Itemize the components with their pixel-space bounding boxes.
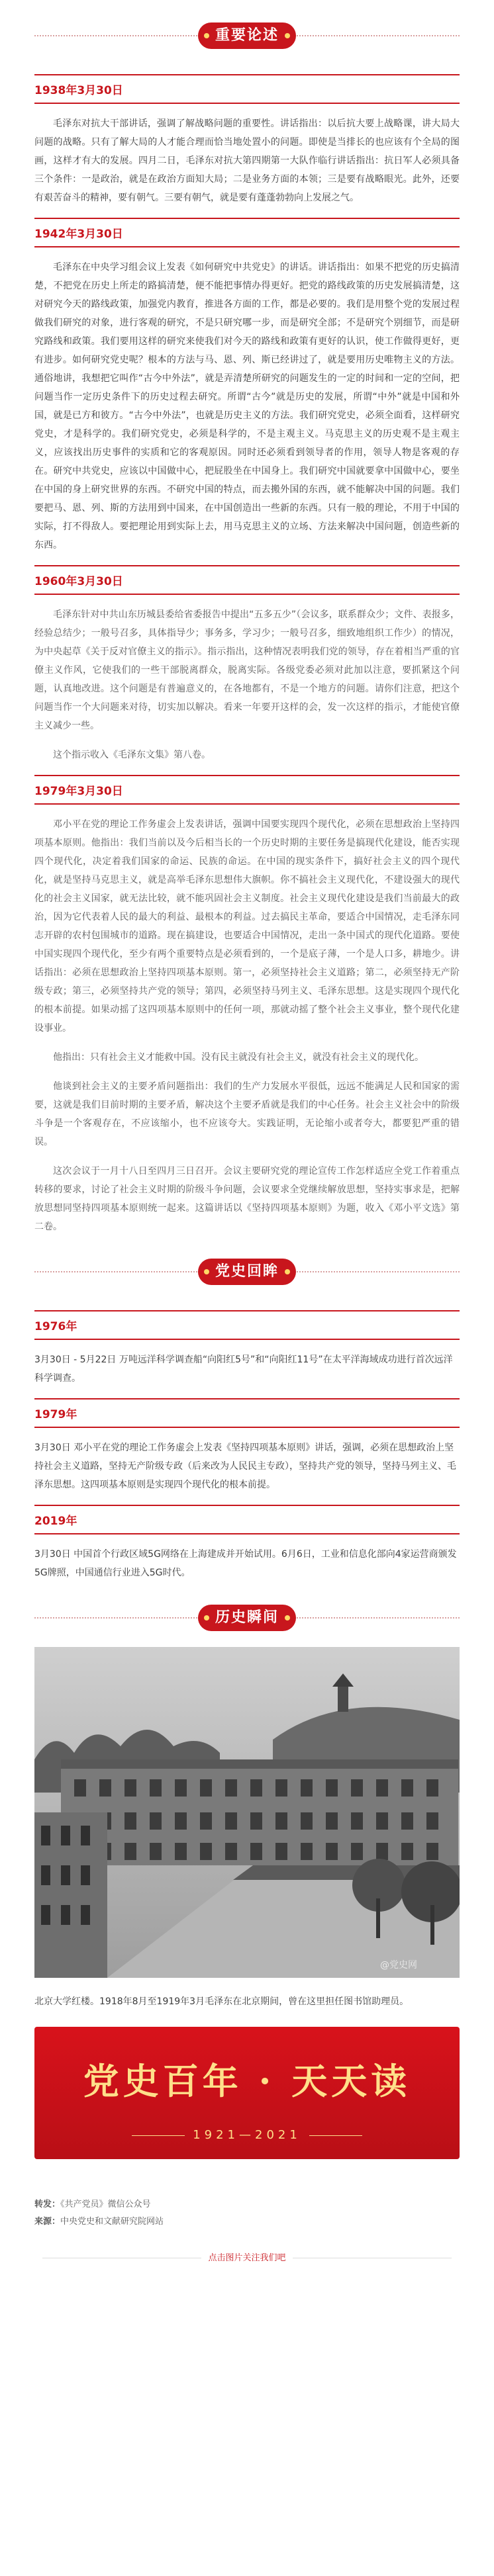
historic-photo: [34, 1647, 460, 1978]
review-year: 1979年: [34, 1398, 460, 1428]
section-title: 重要论述: [198, 22, 296, 49]
source-line: [34, 2213, 460, 2231]
review-text: 3月30日 中国首个行政区域5G网络在上海建成并开始试用。6月6日，工业和信息化部向4家运营商颁发5G牌照，中国通信行业进入5G时代。: [34, 1549, 457, 1578]
entry-1942: [34, 218, 460, 555]
source-value: 中央党史和文献研究院网站: [60, 2217, 164, 2227]
photo-caption: 北京大学红楼。1918年8月至1919年3月毛泽东在北京期间，曾在这里担任图书馆助理员。: [34, 1996, 409, 2007]
review-item: [34, 1398, 460, 1494]
entry-date: 1979年3月30日: [34, 775, 460, 805]
entry-date: 1942年3月30日: [34, 218, 460, 247]
entry-paragraph: 这个指示收入《毛泽东文集》第八卷。: [53, 750, 211, 760]
review-text: 3月30日 邓小平在党的理论工作务虚会上发表《坚持四项基本原则》讲话，强调，必须在思想政治上坚持社会主义道路，坚持无产阶级专政（后来改为人民民主专政），坚持共产党的领导，坚持马列主义、毛泽东思想。这四项基本原则是实现四个现代化的根本前提。: [34, 1443, 456, 1490]
entry-paragraph: 邓小平在党的理论工作务虚会上发表讲话，强调中国要实现四个现代化，必须在思想政治上坚持四项基本原则。他指出：我们当前以及今后相当长的一个历史时期的主要任务是搞现代化建设，能否实现四个现代化，决定着我们国家的命运、民族的命运。在中国的现实条件下，搞好社会主义的四个现代化，就是坚持马克思主义，就是高举毛泽东思想伟大旗帜。你不搞社会主义现代化，不建设强大的现代化的社会主义国家，就无法比较，就不能巩固社会主义制度。社会主义现代化建设是我们当前最大的政治，因为它代表着人民的最大的利益、最根本的利益。过去搞民主革命，要适合中国情况，走毛泽东同志开辟的农村包围城市的道路。现在搞建设，也要适合中国情况，走出一条中国式的现代化道路。要使中国实现四个现代化，至少有两个重要特点是必须看到的，一个是底子薄，一个是人口多，耕地少。讲话指出：必须在思想政治上坚持四项基本原则。第一，必须坚持社会主义道路；第二，必须坚持无产阶级专政；第三，必须坚持共产党的领导；第四，必须坚持马列主义、毛泽东思想。这是实现四个现代化的根本前提。如果动摇了这四项基本原则中的任何一项，那就动摇了整个社会主义事业，整个现代化建设事业。: [34, 819, 460, 1034]
banner-years: 1921—2021: [34, 2128, 460, 2142]
entry-date: 1960年3月30日: [34, 565, 460, 595]
entry-paragraph: 毛泽东对抗大干部讲话，强调了解战略问题的重要性。讲话指出：以后抗大要上战略课，讲大局大问题的战略。只有了解大局的人才能合理而恰当地处置小的问题。即使是当排长的也应该有个全局的图画，这样才有大的发展。四月二日，毛泽东对抗大第四期第一大队作临行讲话指出：抗日军人必须具备三个条件：一是政治，就是在政治方面知大局；二是业务方面的本领；三是要有战略眼光。此外，还要有艰苦奋斗的精神，要有朝气。三要有朝气，就是要有蓬蓬勃勃向上发展之气。: [34, 118, 460, 203]
repost-line: [34, 2196, 460, 2213]
entry-paragraph: 这次会议于一月十八日至四月三日召开。会议主要研究党的理论宣传工作怎样适应全党工作着重点转移的要求，讨论了社会主义时期的阶级斗争问题，会议要求全党继续解放思想，坚持实事求是，把解放思想同坚持四项基本原则统一起来。这篇讲话以《坚持四项基本原则》为题，收入《邓小平文选》第二卷。: [34, 1166, 460, 1232]
banner-title: 党史百年 · 天天读: [83, 2060, 411, 2102]
review-list: [0, 1294, 494, 1582]
review-year: 2019年: [34, 1505, 460, 1534]
review-text: 3月30日 - 5月22日 万吨远洋科学调查船“向阳红5号”和“向阳红11号”在太平洋海域成功进行首次远洋科学调查。: [34, 1355, 453, 1384]
entry-1979: [34, 775, 460, 1236]
entry-1938: [34, 74, 460, 207]
entry-paragraph: 毛泽东针对中共山东历城县委给省委报告中提出“五多五少”（会议多，联系群众少；文件、表报多，经验总结少；一般号召多，具体指导少；事务多，学习少；一般号召多，细致地组织工作少）的情况，为中央起草《关于反对官僚主义的指示》。指示指出，这种情况表明我们党的领导，存在着相当严重的官僚主义作风，它使我们的一些干部脱离群众，脱离实际。各级党委必须对此加以注意，要抓紧这个问题，认真地改进。这个问题是有普遍意义的，在各地都有，不是一个地方的问题。请你们注意，把这个问题当作一个大问题来对待，切实加以解决。看来一年要开这样的会，发一次这样的指示，才能使官僚主义减少一些。: [34, 609, 460, 731]
section-header-moment: [0, 1595, 494, 1640]
section-header-review: [0, 1249, 494, 1294]
source-label: 来源：: [34, 2217, 61, 2227]
entry-date: 1938年3月30日: [34, 74, 460, 104]
photo-illustration: [34, 1647, 460, 1978]
review-item: [34, 1505, 460, 1582]
follow-link[interactable]: 点击图片关注我们吧: [0, 2250, 494, 2263]
photo-watermark: @党史网: [380, 1960, 417, 1971]
entry-paragraph: 毛泽东在中央学习组会议上发表《如何研究中共党史》的讲话。讲话指出：如果不把党的历史搞清楚，不把党在历史上所走的路搞清楚，便不能把事情办得更好。把党的路线政策的历史发展搞清楚，这对研究今天的路线政策，加强党内教育，推进各方面的工作，都是必要的。我们是用整个党的发展过程做我们研究的对象，进行客观的研究，不是只研究哪一步，而是研究全部；不是研究个别细节，而是研究路线和政策。我们要用这样的研究来使我们对今天的路线和政策有更好的认识，使工作做得更好，更有进步。如何研究党史呢？根本的方法与马、恩、列、斯已经讲过了，就是要用历史唯物主义的方法。通俗地讲，我想把它叫作“古今中外法”，就是弄清楚所研究的问题发生的一定的时间和一定的空间，把问题当作一定历史条件下的历史过程去研究。所谓“古今”就是历史的发展，所谓“中外”就是中国和外国，就是已方和彼方。“古今中外法”，也就是历史主义的方法。我们研究党史，必须全面看，这样研究党史，才是科学的。我们研究党史，必须是科学的，不是主观主义。马克思主义的历史观不是主观主义，应该找出历史事件的实质和它的客观原因。同时还必须看到领导者的作用，领导人物是客观的存在。研究中共党史，应该以中国做中心，把屁股坐在中国身上。我们研究中国就要拿中国做中心，要坐在中国的身上研究世界的东西。不研究中国的特点，而去搬外国的东西，就不能解决中国的问题。我们要把马、恩、列、斯的方法用到中国来，在中国创造出一些新的东西。只有一般的理论，不用于中国的实际，打不得敌人。要把理论用到实际上去，用马克思主义的立场、方法来解决中国问题，创造些新的东西。: [34, 262, 460, 551]
section-header-important: [0, 13, 494, 58]
review-year: 1976年: [34, 1310, 460, 1340]
section-title: 党史回眸: [198, 1259, 296, 1285]
page: [0, 13, 494, 2276]
entry-1960: [34, 565, 460, 764]
repost-value: 《共产党员》微信公众号: [60, 2199, 151, 2209]
important-articles: [0, 58, 494, 1236]
footer-credits: [0, 2159, 494, 2231]
repost-label: 转发：: [34, 2199, 61, 2209]
review-item: [34, 1310, 460, 1388]
section-title: 历史瞬间: [198, 1605, 296, 1631]
anniversary-banner: [34, 2027, 460, 2159]
entry-paragraph: 他谈到社会主义的主要矛盾问题指出：我们的生产力发展水平很低，远远不能满足人民和国家的需要，这就是我们目前时期的主要矛盾，解决这个主要矛盾就是我们的中心任务。社会主义社会中的阶级斗争是一个客观存在，不应该缩小，也不应该夸大。实践证明，无论缩小或者夸大，都要犯严重的错误。: [34, 1081, 460, 1147]
entry-paragraph: 他指出：只有社会主义才能救中国。没有民主就没有社会主义，就没有社会主义的现代化。: [53, 1052, 424, 1063]
